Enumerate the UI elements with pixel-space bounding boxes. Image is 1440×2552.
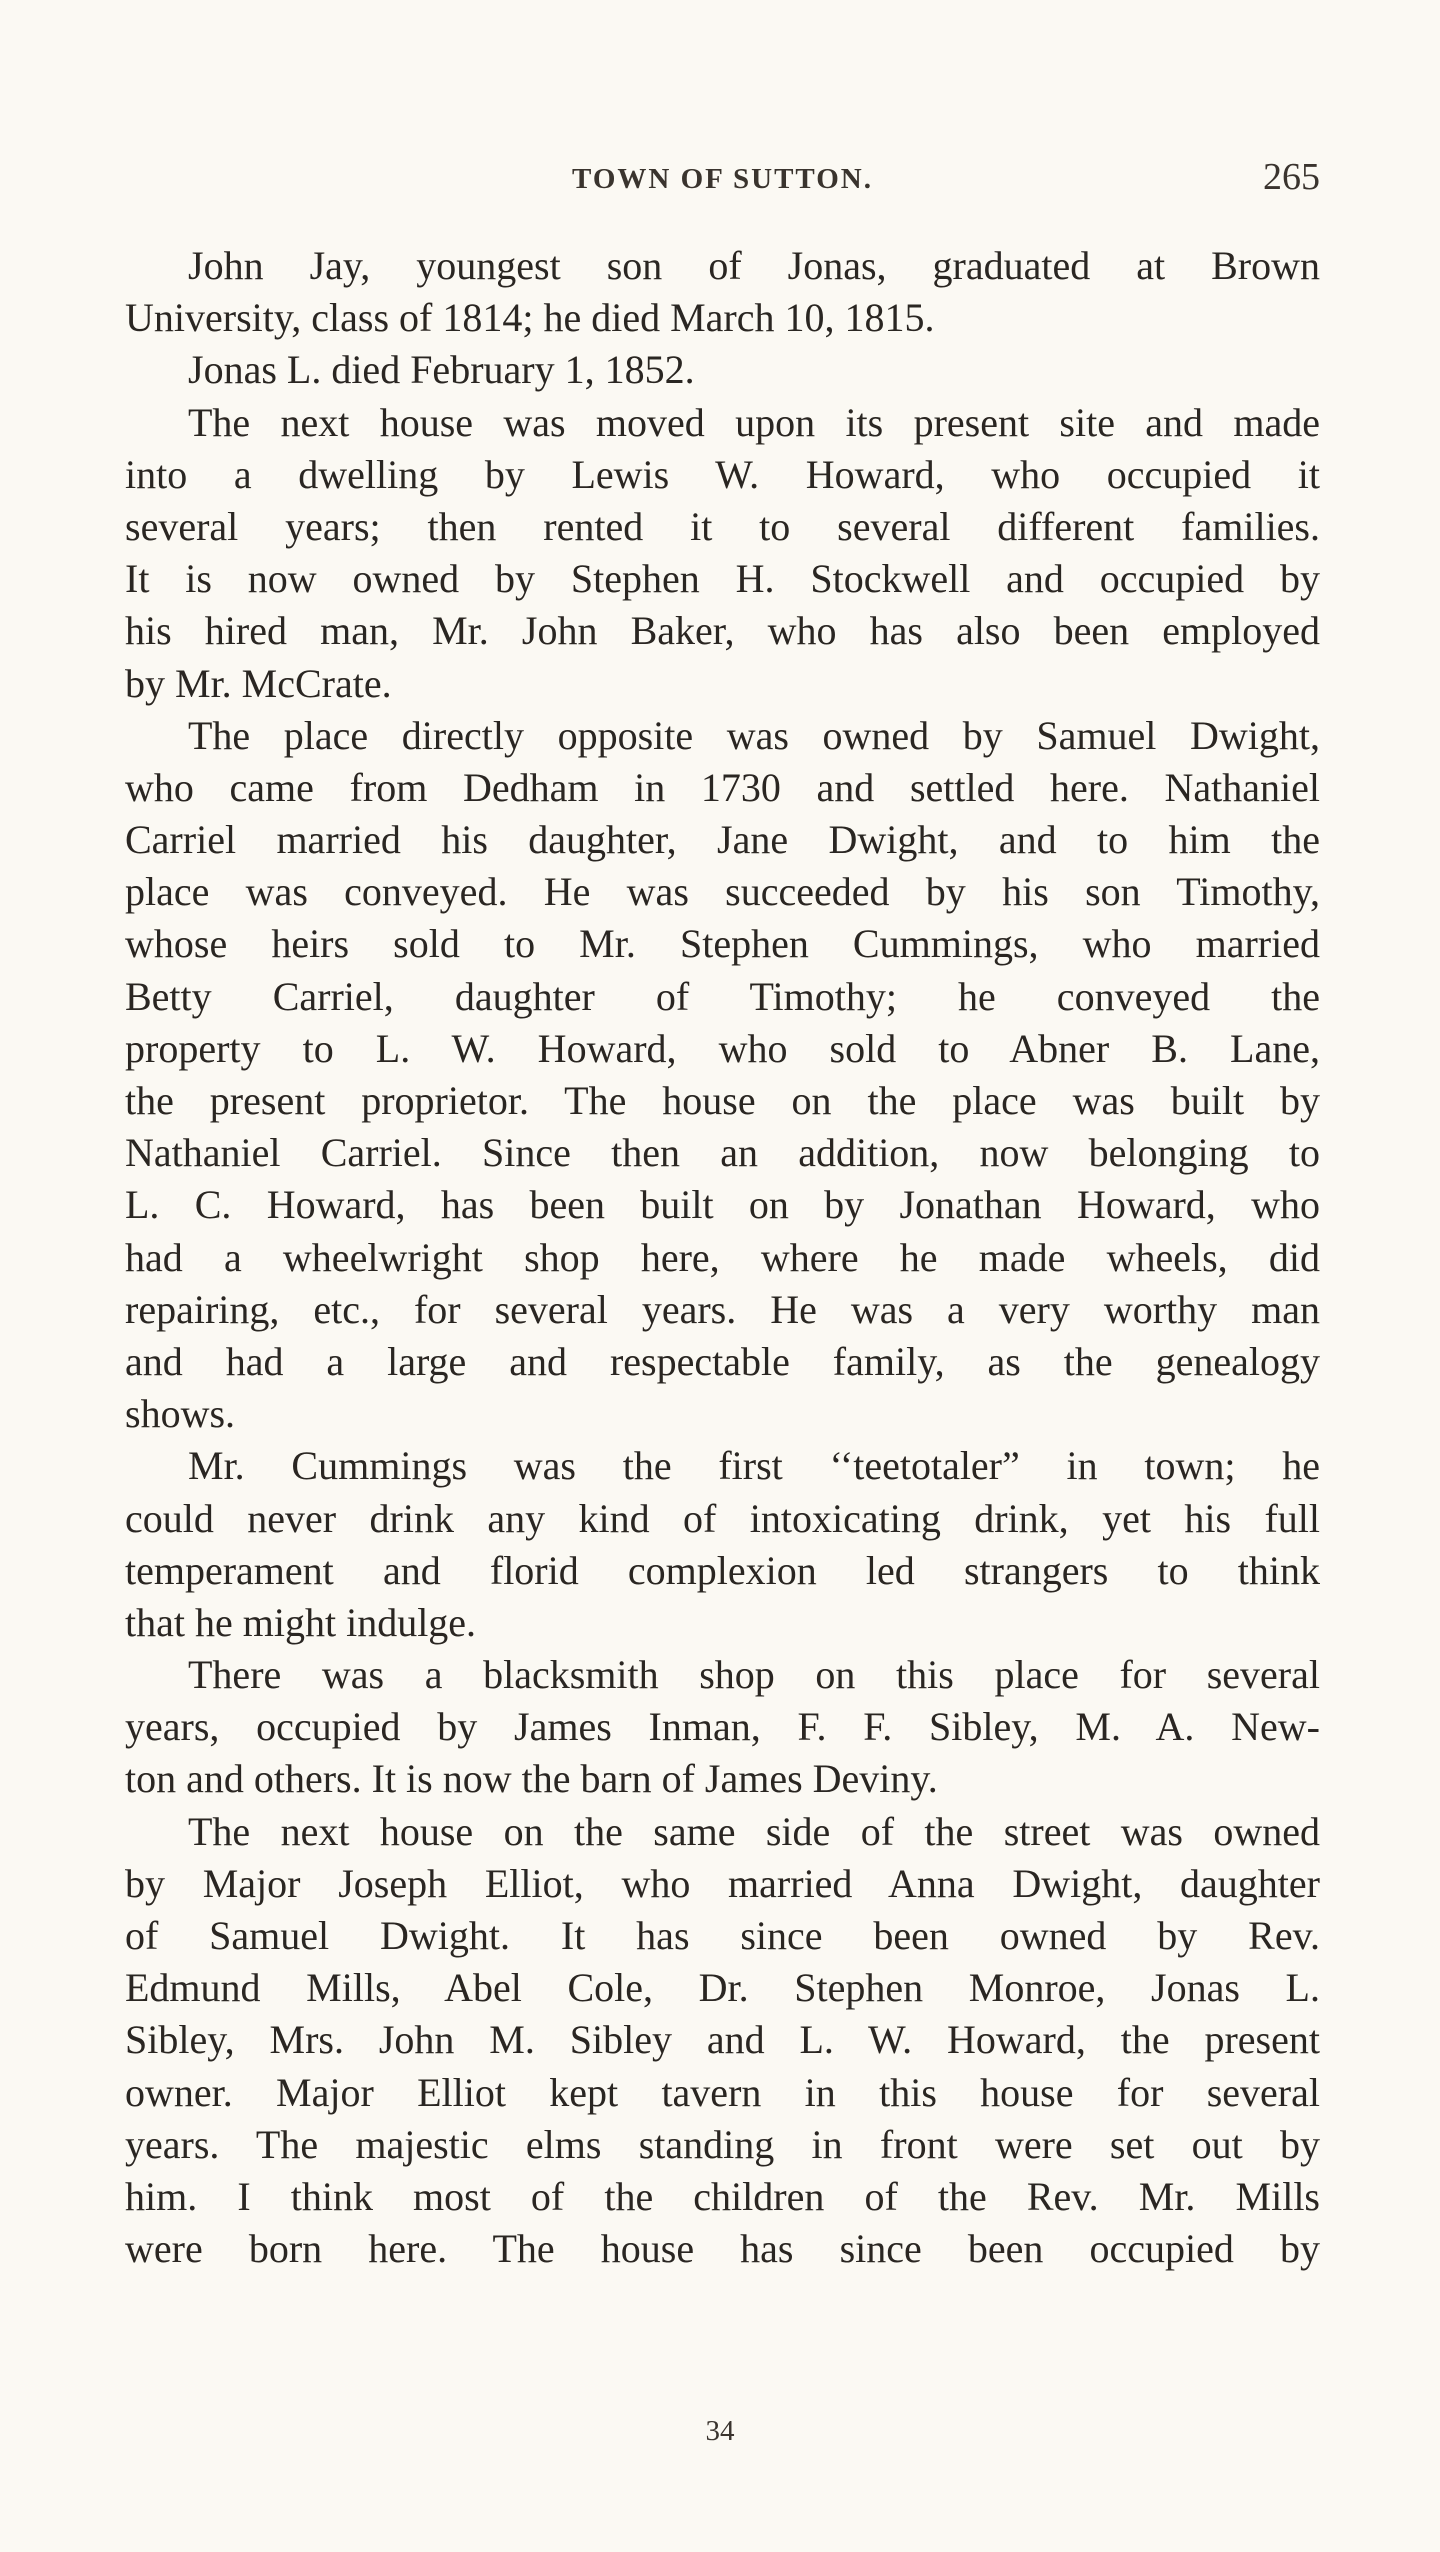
text-line: repairing, etc., for several years. He was a very worthy man [125,1286,1320,1332]
text-line: by Mr. McCrate. [125,660,392,706]
text-line: that he might indulge. [125,1599,477,1645]
page-number: 265 [1263,156,1320,198]
text-line: shows. [125,1391,236,1437]
text-line: his hired man, Mr. John Baker, who has also been employed [125,608,1320,654]
text-line: It is now owned by Stephen H. Stockwell and occupied by [125,556,1320,602]
signature-mark: 34 [705,2415,735,2447]
text-line: place was conveyed. He was succeeded by his son Timothy, [125,869,1320,915]
text-line: Nathaniel Carriel. Since then an addition, now belonging to [125,1130,1320,1176]
text-line: Edmund Mills, Abel Cole, Dr. Stephen Monroe, Jonas L. [125,1965,1320,2011]
running-head-title: TOWN OF SUTTON. [572,163,873,195]
text-line: owner. Major Elliot kept tavern in this house for several [125,2069,1320,2115]
text-line: who came from Dedham in 1730 and settled here. Nathaniel [125,764,1320,810]
text-line: property to L. W. Howard, who sold to Abner B. Lane, [125,1025,1320,1071]
text-line: L. C. Howard, has been built on by Jonathan Howard, who [125,1182,1320,1228]
text-line: him. I think most of the children of the Rev. Mr. Mills [125,2173,1320,2219]
text-line: Betty Carriel, daughter of Timothy; he conveyed the [125,973,1320,1019]
text-line: There was a blacksmith shop on this place for several [188,1652,1320,1698]
text-line: years, occupied by James Inman, F. F. Sibley, M. A. New- [125,1704,1320,1750]
text-line: University, class of 1814; he died March 10, 1815. [125,295,935,341]
text-line: The next house on the same side of the street was owned [188,1808,1320,1854]
text-line: Jonas L. died February 1, 1852. [188,347,695,393]
text-line: whose heirs sold to Mr. Stephen Cummings, who married [125,921,1320,967]
text-line: years. The majestic elms standing in front were set out by [125,2121,1320,2167]
text-line: could never drink any kind of intoxicating drink, yet his full [125,1495,1320,1541]
text-line: and had a large and respectable family, as the genealogy [125,1338,1320,1384]
running-head [125,155,1320,205]
text-line: The place directly opposite was owned by Samuel Dwight, [188,712,1320,758]
text-line: of Samuel Dwight. It has since been owned by Rev. [125,1913,1320,1958]
body-text [125,240,1320,2275]
text-line: into a dwelling by Lewis W. Howard, who occupied it [125,451,1320,497]
text-line: were born here. The house has since been occupied by [125,2226,1320,2272]
text-line: Sibley, Mrs. John M. Sibley and L. W. Howard, the present [125,2017,1320,2063]
text-line: by Major Joseph Elliot, who married Anna Dwight, daughter [125,1860,1320,1906]
text-line: had a wheelwright shop here, where he made wheels, did [125,1234,1320,1280]
text-line: several years; then rented it to several different families. [125,503,1320,549]
text-line: temperament and florid complexion led strangers to think [125,1547,1320,1593]
text-line: Carriel married his daughter, Jane Dwight, and to him the [125,817,1320,863]
text-line: The next house was moved upon its present site and made [188,399,1320,445]
text-line: John Jay, youngest son of Jonas, graduated at Brown [188,243,1320,288]
text-line: the present proprietor. The house on the place was built by [125,1078,1320,1123]
text-line: ton and others. It is now the barn of James Deviny. [125,1756,938,1802]
text-line: Mr. Cummings was the first ‘‘teetotaler” in town; he [188,1443,1320,1489]
